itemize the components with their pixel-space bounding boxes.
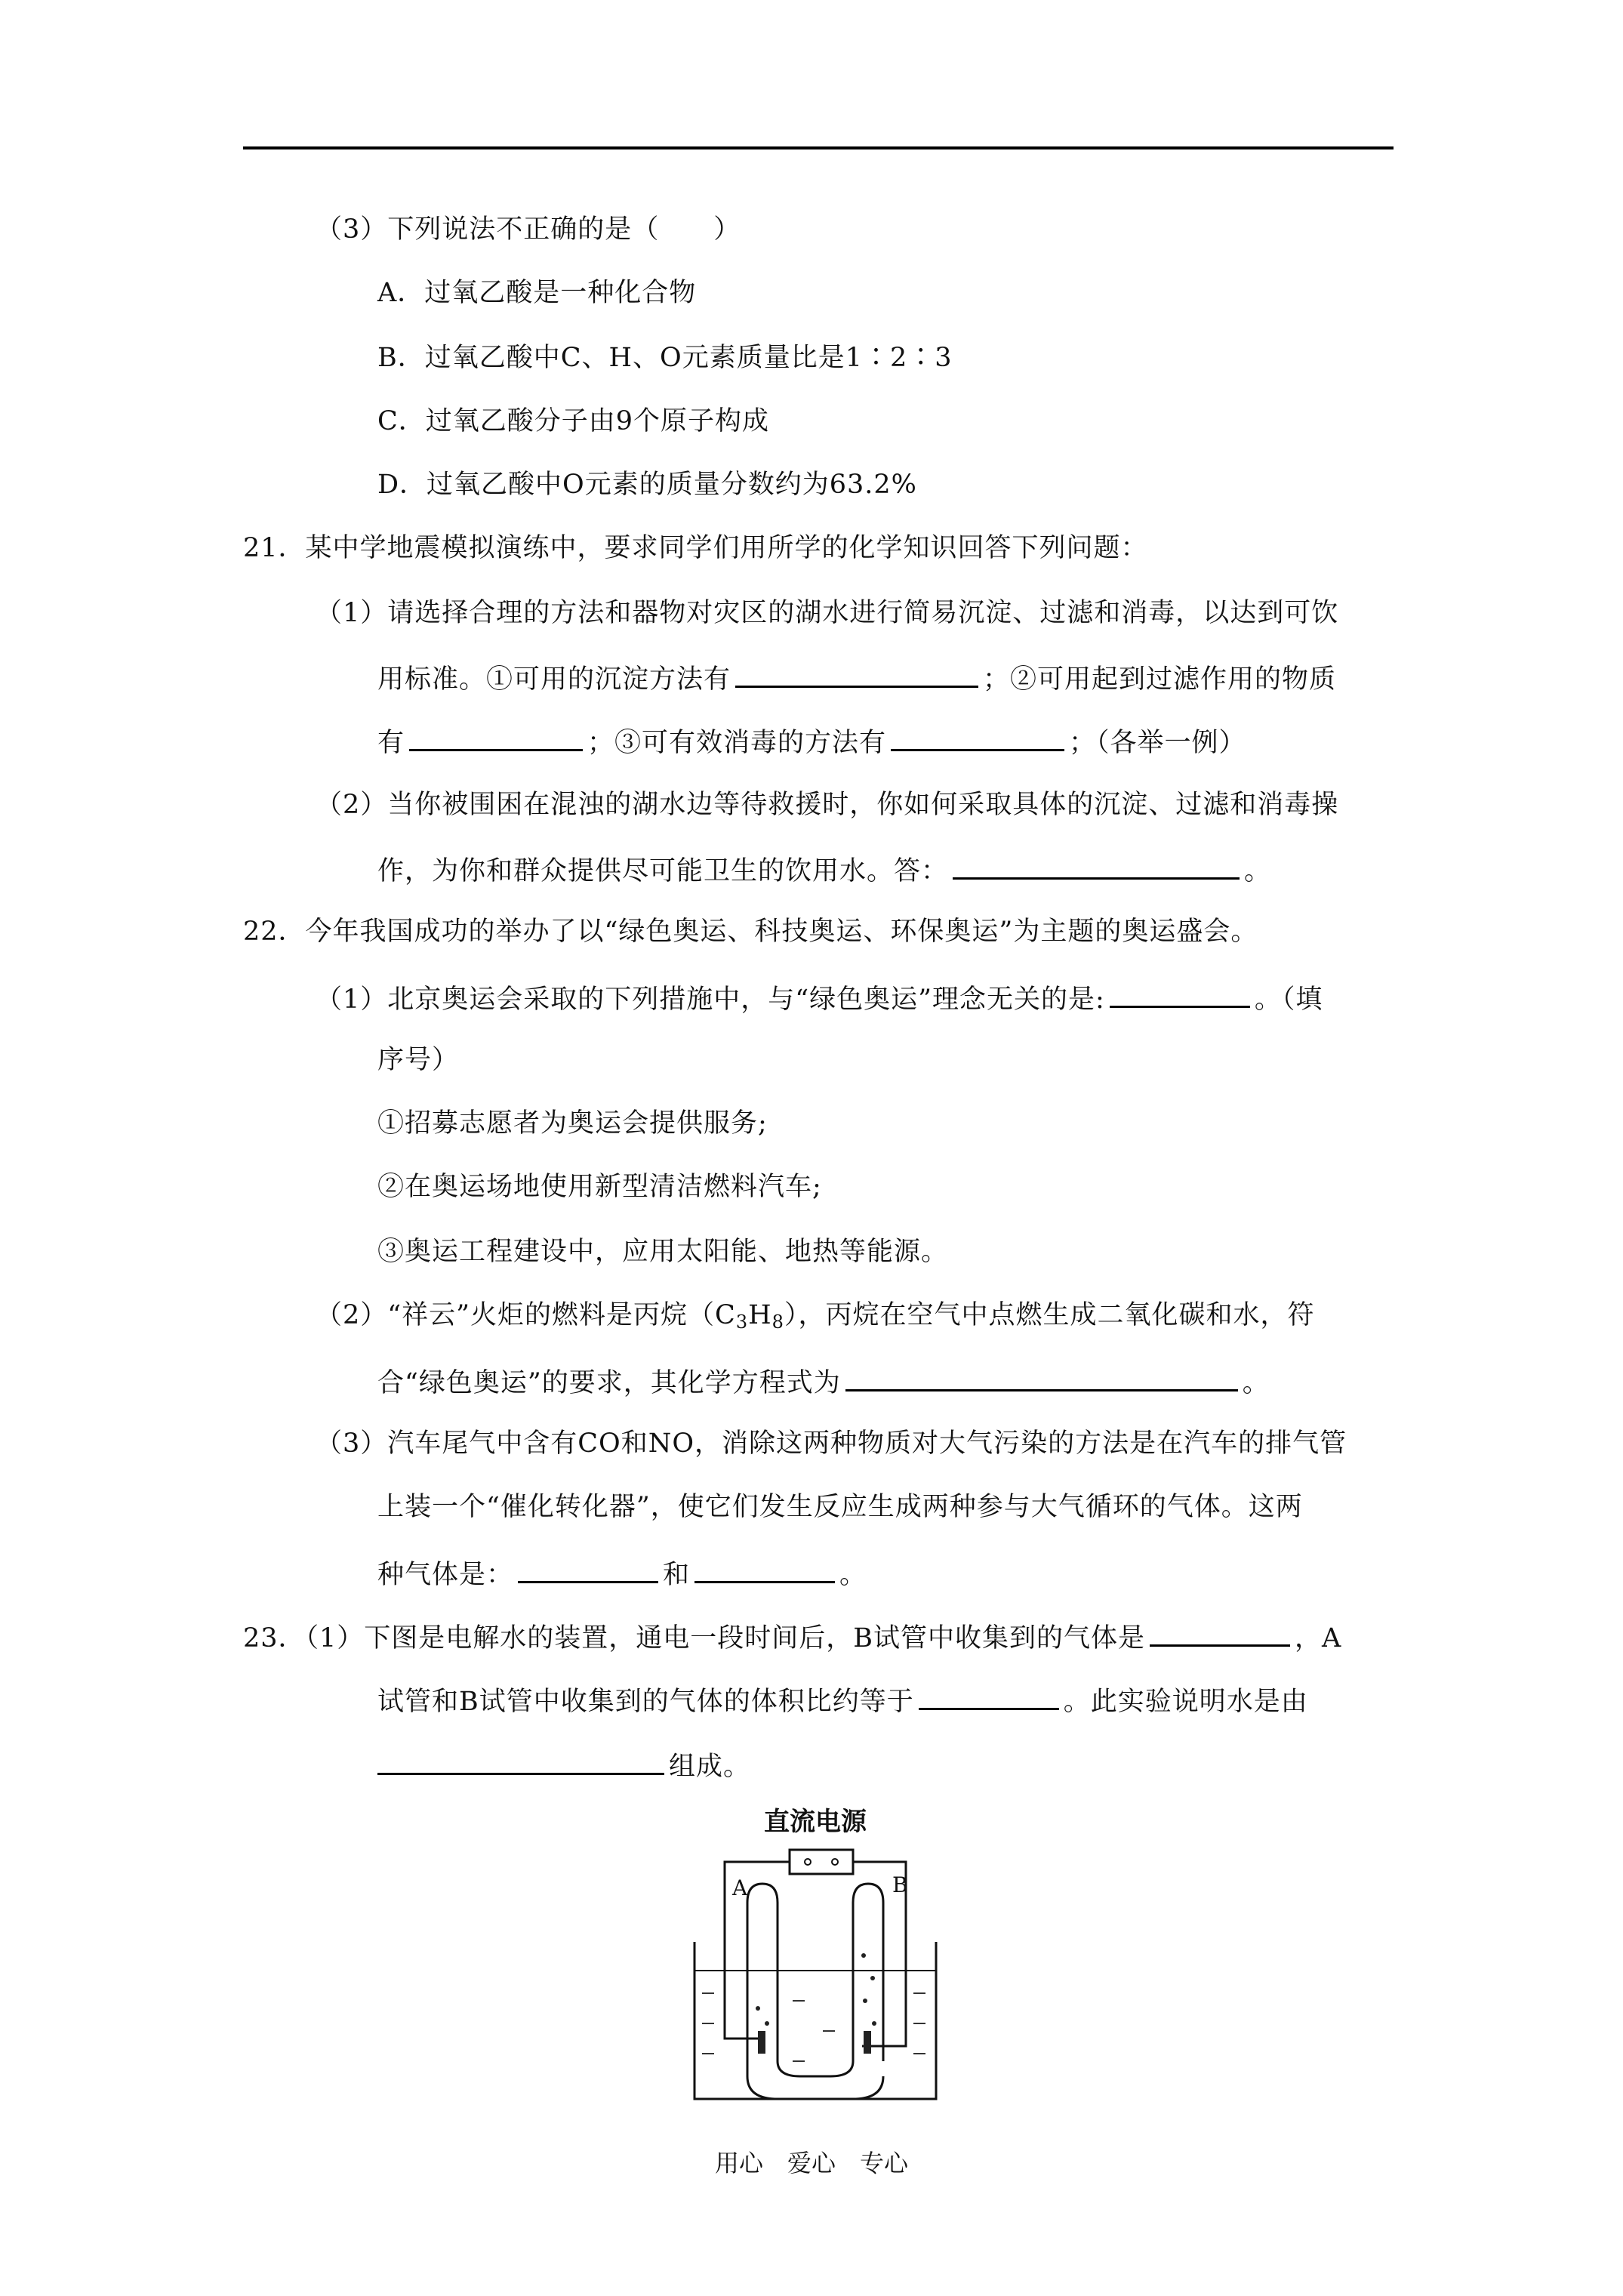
q23-line2: 试管和B试管中收集到的气体的体积比约等于 。此实验说明水是由 [377, 1682, 1308, 1718]
q22-part3-line3: 种气体是： 和 。 [377, 1555, 867, 1592]
q22-item-2: ②在奥运场地使用新型清洁燃料汽车; [377, 1172, 822, 1202]
q20-option-c: C．过氧乙酸分子由9个原子构成 [377, 406, 770, 436]
q21-part2-line1: （2）当你被围困在混浊的湖水边等待救援时，你如何采取具体的沉淀、过滤和消毒操 [316, 790, 1339, 820]
tube-b-label: B [892, 1872, 908, 1897]
q22-stem: 22．今年我国成功的举办了以“绿色奥运、科技奥运、环保奥运”为主题的奥运盛会。 [243, 917, 1258, 947]
page-footer: 用心 爱心 专心 [714, 2149, 908, 2177]
answer-blank[interactable] [953, 852, 1240, 880]
q22-part1-line2: 序号） [377, 1045, 460, 1075]
q22-part3-line1: （3）汽车尾气中含有CO和NO，消除这两种物质对大气污染的方法是在汽车的排气管 [316, 1428, 1347, 1459]
answer-blank[interactable] [919, 1682, 1059, 1710]
answer-blank[interactable] [735, 660, 978, 688]
answer-blank[interactable] [1110, 980, 1250, 1008]
answer-blank[interactable] [518, 1555, 658, 1583]
power-supply-box [790, 1850, 853, 1874]
q20-option-b: B．过氧乙酸中C、H、O元素质量比是1∶2∶3 [377, 343, 953, 373]
q20-part3-stem: （3）下列说法不正确的是（ ） [316, 214, 741, 245]
electrolysis-diagram [679, 1804, 951, 2114]
q22-part1-line1: （1）北京奥运会采取的下列措施中，与“绿色奥运”理念无关的是: 。（填 [316, 980, 1323, 1016]
q20-option-d: D．过氧乙酸中O元素的质量分数约为63.2% [377, 470, 917, 500]
q22-item-3: ③奥运工程建设中，应用太阳能、地热等能源。 [377, 1237, 949, 1267]
q23-line1: 23．（1）下图是电解水的装置，通电一段时间后，B试管中收集到的气体是 ，A [243, 1619, 1341, 1655]
answer-blank[interactable] [891, 723, 1064, 751]
q21-stem: 21．某中学地震模拟演练中，要求同学们用所学的化学知识回答下列问题： [243, 533, 1148, 563]
q21-part2-line2: 作，为你和群众提供尽可能卫生的饮用水。答： 。 [377, 852, 1271, 888]
answer-blank[interactable] [377, 1747, 664, 1775]
q22-item-1: ①招募志愿者为奥运会提供服务; [377, 1108, 768, 1139]
q22-part2-line2: 合“绿色奥运”的要求，其化学方程式为 。 [377, 1364, 1270, 1400]
electrolysis-apparatus-figure [679, 1804, 951, 2114]
answer-blank[interactable] [409, 723, 583, 751]
answer-blank[interactable] [845, 1364, 1238, 1391]
q23-line3: 组成。 [377, 1747, 750, 1783]
q22-part3-line2: 上装一个“催化转化器”，使它们发生反应生成两种参与大气循环的气体。这两 [377, 1492, 1303, 1522]
answer-blank[interactable] [694, 1555, 835, 1583]
q21-part1-line3: 有 ；③可有效消毒的方法有 ；（各举一例） [377, 723, 1246, 760]
tube-a-label: A [732, 1875, 748, 1900]
q22-part2-line1: （2）“祥云”火炬的燃料是丙烷$(C_3H_8)$，丙烷在空气中点燃生成二氧化碳和水，符 [316, 1300, 1315, 1333]
q21-part1-line2: 用标准。①可用的沉淀方法有 ；②可用起到过滤作用的物质 [377, 660, 1336, 696]
q21-part1-line1: （1）请选择合理的方法和器物对灾区的湖水进行简易沉淀、过滤和消毒，以达到可饮 [316, 598, 1339, 628]
figure-title: 直流电源 [764, 1807, 867, 1837]
q20-option-a: A．过氧乙酸是一种化合物 [377, 278, 697, 308]
header-rule [243, 146, 1394, 149]
answer-blank[interactable] [1150, 1619, 1290, 1647]
